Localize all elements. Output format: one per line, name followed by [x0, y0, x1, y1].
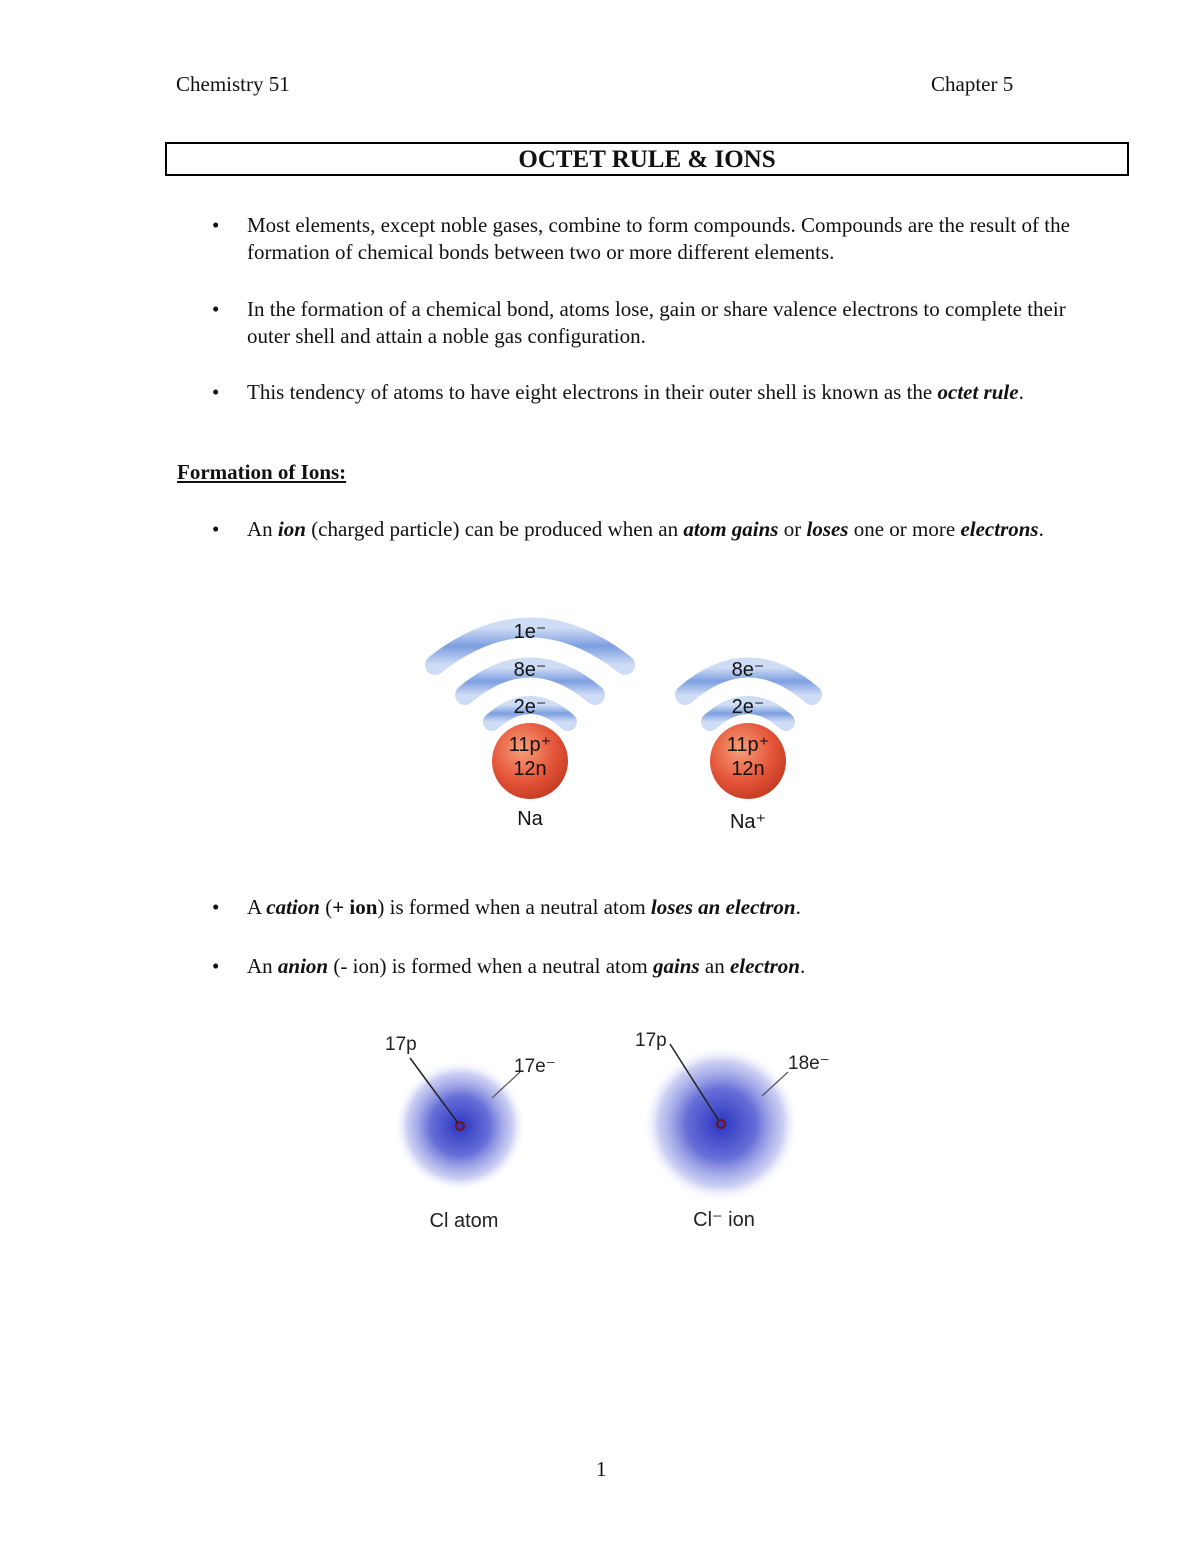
- cl-atom-diagram: [385, 1034, 556, 1232]
- loses-term: loses: [806, 517, 849, 541]
- header-course: Chemistry 51: [176, 72, 290, 96]
- na-protons-label: 11p⁺: [508, 734, 552, 756]
- cl-atom-electrons-label: 17e⁻: [514, 1056, 556, 1077]
- plus-ion-term: + ion: [332, 895, 378, 919]
- bullet-text: Most elements, except noble gases, combine to form compounds. Compounds are the result of the formation of chemical bonds between two or more different elements.: [247, 213, 1070, 264]
- na-ion-protons-label: 11p⁺: [726, 734, 770, 756]
- na-neutrons-label: 12n: [513, 758, 547, 780]
- cl-ion-label: Cl⁻ ion: [693, 1209, 755, 1231]
- ion-term: ion: [277, 517, 306, 541]
- loses-electron-term: loses an electron: [650, 895, 796, 919]
- bullet-icon: •: [212, 380, 220, 404]
- page-title: OCTET RULE & IONS: [165, 142, 1129, 176]
- bullet-icon: •: [212, 213, 220, 237]
- bullet-icon: •: [212, 517, 220, 541]
- na-ion-neutrons-label: 12n: [731, 758, 765, 780]
- na-atom-label: Na: [517, 808, 543, 830]
- bullet-text: In the formation of a chemical bond, atoms lose, gain or share valence electrons to complete their outer shell and attain a noble gas configuration.: [247, 297, 1066, 348]
- anion-term: anion: [277, 954, 329, 978]
- na-shell-3-label: 1e⁻: [513, 621, 547, 643]
- section-heading: Formation of Ions:: [177, 460, 347, 484]
- electrons-term: electrons: [960, 517, 1039, 541]
- cl-ion-protons-label: 17p: [635, 1030, 667, 1051]
- cl-atom-electron-cloud: [394, 1060, 526, 1192]
- octet-rule-term: octet rule: [937, 380, 1019, 404]
- na-ion-label: Na⁺: [729, 811, 767, 833]
- na-shell-2-label: 8e⁻: [513, 659, 547, 681]
- cl-ion-diagram: [635, 1030, 830, 1231]
- na-ion-shell-1-label: 2e⁻: [731, 696, 765, 718]
- cation-term: cation: [266, 895, 320, 919]
- bullet-icon: •: [212, 895, 220, 919]
- bullet-icon: •: [212, 954, 220, 978]
- bullet-icon: •: [212, 297, 220, 321]
- sodium-ion-figure: [420, 610, 840, 840]
- header-chapter: Chapter 5: [931, 72, 1014, 96]
- na-atom-diagram: [435, 621, 625, 830]
- cl-atom-protons-label: 17p: [385, 1034, 417, 1055]
- cl-atom-label: Cl atom: [429, 1210, 499, 1232]
- na-ion-shell-2-label: 8e⁻: [731, 659, 765, 681]
- page-number: 1: [596, 1457, 607, 1481]
- atom-gains-term: atom gains: [683, 517, 779, 541]
- cl-ion-electron-cloud: [643, 1046, 799, 1202]
- na-shell-1-label: 2e⁻: [513, 696, 547, 718]
- gains-term: gains: [652, 954, 700, 978]
- electron-term: electron: [729, 954, 800, 978]
- cl-ion-electrons-label: 18e⁻: [788, 1053, 830, 1074]
- chlorine-ion-figure: [360, 1020, 860, 1240]
- na-ion-diagram: [685, 659, 812, 833]
